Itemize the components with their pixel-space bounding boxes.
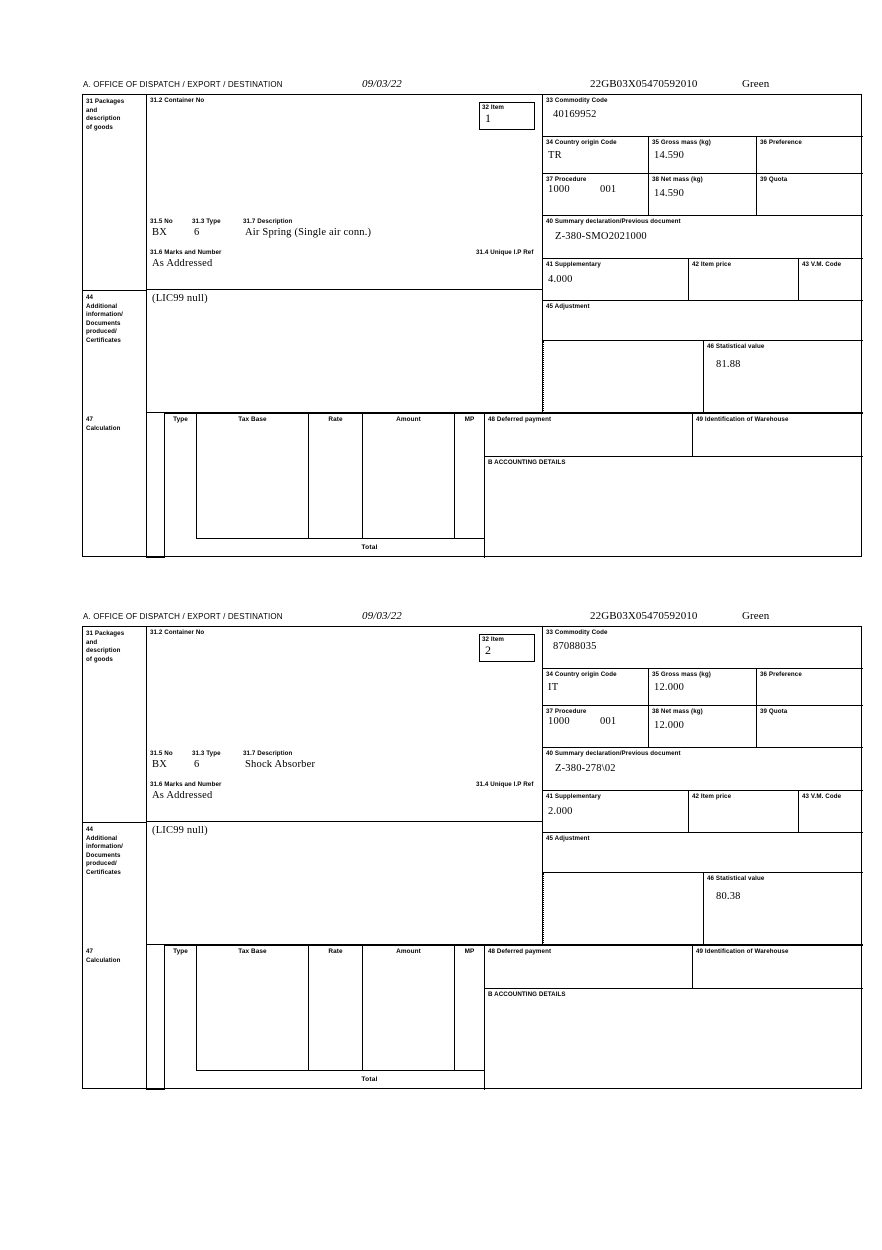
box-38-label-2: 38 Net mass (kg) [652, 708, 703, 715]
box-43-vm-code-cell-2 [799, 791, 863, 833]
box-48-deferred-payment-cell [485, 413, 693, 457]
box-31-5-label-2: 31.5 No [150, 750, 173, 757]
box-40-previous-document-cell-2 [543, 748, 863, 791]
box-35-label-2: 35 Gross mass (kg) [652, 671, 711, 678]
calc-header-rate-label: Rate [328, 416, 343, 423]
box-39-label: 39 Quota [760, 176, 788, 183]
packages-type-value-2: 6 [194, 759, 200, 770]
box-31-3-label: 31.3 Type [192, 218, 221, 225]
box-38-net-mass-cell-2 [649, 706, 757, 748]
calc-left-gutter-2 [147, 945, 165, 1090]
calc-header-amount-2 [363, 945, 455, 961]
box-35-gross-mass-cell [649, 137, 757, 174]
supplementary-value: 4.000 [548, 274, 573, 286]
calc-body-type-2 [165, 961, 197, 1071]
calc-header-rate-2 [309, 945, 363, 961]
calc-total-label: Total [361, 544, 378, 551]
calc-header-type-label-2: Type [173, 948, 188, 955]
calc-header-mp-label: MP [464, 416, 475, 423]
box-34-country-origin-cell-2 [543, 669, 649, 706]
calc-body-mp [455, 429, 485, 539]
box-37-label-2: 37 Procedure [546, 708, 587, 715]
box-41-label: 41 Supplementary [546, 261, 601, 268]
box-31-label-cell-2 [83, 627, 147, 822]
calc-total-row-2 [165, 1071, 485, 1090]
calc-body-tax-base-2 [197, 961, 309, 1071]
sheet-header-2 [82, 610, 862, 626]
declaration-grid-2 [82, 626, 862, 1089]
packages-no-value: BX [152, 227, 167, 238]
lane-status-2: Green [742, 610, 770, 622]
box-31-label-cell [83, 95, 147, 290]
packages-description-value: Air Spring (Single air conn.) [245, 227, 372, 238]
declaration-sheet-1 [82, 78, 862, 557]
declaration-grid [82, 94, 862, 557]
quota-value-2 [757, 716, 863, 720]
statistical-value-value: 81.88 [716, 359, 741, 371]
item-price-value [689, 269, 798, 274]
item-number-value: 1 [485, 111, 491, 126]
additional-information-value-2: (LIC99 null) [152, 825, 208, 836]
box-36-label: 36 Preference [760, 139, 802, 146]
box-37-label: 37 Procedure [546, 176, 587, 183]
box-43-label: 43 V.M. Code [802, 261, 842, 268]
supplementary-value-2: 2.000 [548, 806, 573, 818]
box-35-label: 35 Gross mass (kg) [652, 139, 711, 146]
box-42-item-price-cell [689, 259, 799, 301]
box-49-warehouse-cell-2 [693, 945, 863, 989]
country-origin-value-2: IT [548, 682, 559, 694]
box-b-accounting-details-cell [485, 457, 863, 558]
box-31-5-label: 31.5 No [150, 218, 173, 225]
box-31-4-label-2: 31.4 Unique I.P Ref [476, 781, 534, 788]
box-39-label-2: 39 Quota [760, 708, 788, 715]
box-49-warehouse-cell [693, 413, 863, 457]
calc-body-type [165, 429, 197, 539]
packages-type-value: 6 [194, 227, 200, 238]
calc-header-type-2 [165, 945, 197, 961]
calc-body-rate [309, 429, 363, 539]
country-origin-value: TR [548, 150, 562, 162]
box-41-supplementary-cell [543, 259, 689, 301]
packages-no-value-2: BX [152, 759, 167, 770]
additional-information-value: (LIC99 null) [152, 293, 208, 304]
box-b-label: B ACCOUNTING DETAILS [488, 459, 566, 466]
calc-header-mp [455, 413, 485, 429]
box-44-content-cell-2 [147, 822, 543, 945]
adjustment-value [543, 311, 863, 315]
packages-description-value-2: Shock Absorber [245, 759, 316, 770]
box-31-3-label-2: 31.3 Type [192, 750, 221, 757]
calc-body-rate-2 [309, 961, 363, 1071]
box-45-adjustment-cell-2 [543, 833, 863, 873]
declaration-date-2: 09/03/22 [362, 610, 402, 622]
box-46-label: 46 Statistical value [707, 343, 765, 350]
box-b-accounting-details-cell-2 [485, 989, 863, 1090]
box-43-label-2: 43 V.M. Code [802, 793, 842, 800]
calc-body-amount-2 [363, 961, 455, 1071]
office-of-dispatch-label-2: A. OFFICE OF DISPATCH / EXPORT / DESTINATION [83, 612, 283, 621]
box-44-content-cell [147, 290, 543, 413]
calc-header-tax-base-2 [197, 945, 309, 961]
preference-value-2 [757, 679, 863, 682]
box-33-commodity-cell-2 [543, 627, 863, 669]
box-32-label-2: 32 Item [482, 636, 505, 643]
marks-and-number-value: As Addressed [152, 258, 213, 269]
previous-document-value: Z-380-SMO2021000 [555, 231, 647, 243]
box-46-label-2: 46 Statistical value [707, 875, 765, 882]
previous-document-value-2: Z-380-278\02 [555, 763, 616, 775]
box-31-2-label-2: 31.2 Container No [150, 629, 205, 636]
office-of-dispatch-label: A. OFFICE OF DISPATCH / EXPORT / DESTINATION [83, 80, 283, 89]
box-31-6-label: 31.6 Marks and Number [150, 249, 222, 256]
procedure-additional-value: 001 [600, 184, 617, 196]
calc-header-type [165, 413, 197, 429]
movement-reference-number-2: 22GB03X05470592010 [590, 610, 698, 622]
box-33-label-2: 33 Commodity Code [546, 629, 608, 636]
box-32-item-cell [479, 102, 535, 130]
commodity-code-value-2: 87088035 [553, 641, 597, 653]
box-40-label-2: 40 Summary declaration/Previous document [546, 750, 681, 757]
box-31-7-label: 31.7 Description [243, 218, 293, 225]
calc-header-tax-base-label-2: Tax Base [238, 948, 267, 955]
box-42-item-price-cell-2 [689, 791, 799, 833]
box-46-left-blank [543, 341, 703, 413]
calc-left-gutter [147, 413, 165, 558]
box-47-label-cell-2 [83, 945, 147, 1090]
box-39-quota-cell-2 [757, 706, 863, 748]
box-47-label: 47 Calculation [86, 416, 121, 432]
quota-value [757, 184, 863, 188]
box-36-preference-cell-2 [757, 669, 863, 706]
box-45-label: 45 Adjustment [546, 303, 590, 310]
box-46-left-blank-2 [543, 873, 703, 945]
box-45-adjustment-cell [543, 301, 863, 341]
box-49-label: 49 Identification of Warehouse [696, 416, 789, 423]
box-33-label: 33 Commodity Code [546, 97, 608, 104]
preference-value [757, 147, 863, 150]
statistical-value-value-2: 80.38 [716, 891, 741, 903]
box-44-label-cell [83, 290, 147, 413]
procedure-code-value-2: 1000 [548, 716, 570, 728]
box-49-label-2: 49 Identification of Warehouse [696, 948, 789, 955]
box-45-label-2: 45 Adjustment [546, 835, 590, 842]
box-48-label: 48 Deferred payment [488, 416, 552, 423]
box-34-country-origin-cell [543, 137, 649, 174]
vm-code-value [799, 269, 863, 274]
item-price-value-2 [689, 801, 798, 806]
box-44-label: 44 Additional information/ Documents produced/ Certificates [86, 294, 123, 344]
net-mass-value: 14.590 [654, 188, 685, 200]
adjustment-value-2 [543, 843, 863, 847]
marks-and-number-value-2: As Addressed [152, 790, 213, 801]
box-48-label-2: 48 Deferred payment [488, 948, 552, 955]
sheet-header [82, 78, 862, 94]
calc-header-rate [309, 413, 363, 429]
box-35-gross-mass-cell-2 [649, 669, 757, 706]
box-31-label: 31 Packages and description of goods [86, 98, 125, 131]
box-46-statistical-value-cell [703, 341, 863, 413]
box-42-label-2: 42 Item price [692, 793, 732, 800]
calc-header-mp-label-2: MP [464, 948, 475, 955]
commodity-code-value: 40169952 [553, 109, 597, 121]
box-31-label-2: 31 Packages and description of goods [86, 630, 125, 663]
box-44-label-2: 44 Additional information/ Documents produced/ Certificates [86, 826, 123, 876]
net-mass-value-2: 12.000 [654, 720, 685, 732]
box-b-label-2: B ACCOUNTING DETAILS [488, 991, 566, 998]
box-41-label-2: 41 Supplementary [546, 793, 601, 800]
box-36-preference-cell [757, 137, 863, 174]
box-44-label-cell-2 [83, 822, 147, 945]
calc-body-tax-base [197, 429, 309, 539]
box-36-label-2: 36 Preference [760, 671, 802, 678]
box-38-net-mass-cell [649, 174, 757, 216]
box-31-6-label-2: 31.6 Marks and Number [150, 781, 222, 788]
declaration-date: 09/03/22 [362, 78, 402, 90]
calc-total-row [165, 539, 485, 558]
box-34-label-2: 34 Country origin Code [546, 671, 617, 678]
box-40-previous-document-cell [543, 216, 863, 259]
item-number-value-2: 2 [485, 643, 491, 658]
box-34-label: 34 Country origin Code [546, 139, 617, 146]
box-38-label: 38 Net mass (kg) [652, 176, 703, 183]
calc-body-amount [363, 429, 455, 539]
calc-header-amount-label: Amount [396, 416, 421, 423]
procedure-additional-value-2: 001 [600, 716, 617, 728]
box-33-commodity-cell [543, 95, 863, 137]
calc-header-amount-label-2: Amount [396, 948, 421, 955]
calc-header-mp-2 [455, 945, 485, 961]
box-32-item-cell-2 [479, 634, 535, 662]
gross-mass-value: 14.590 [654, 150, 685, 162]
procedure-code-value: 1000 [548, 184, 570, 196]
box-31-4-label: 31.4 Unique I.P Ref [476, 249, 534, 256]
calc-header-tax-base [197, 413, 309, 429]
box-48-deferred-payment-cell-2 [485, 945, 693, 989]
box-43-vm-code-cell [799, 259, 863, 301]
calc-header-type-label: Type [173, 416, 188, 423]
box-40-label: 40 Summary declaration/Previous document [546, 218, 681, 225]
calc-header-amount [363, 413, 455, 429]
box-47-label-cell [83, 413, 147, 558]
box-32-label: 32 Item [482, 104, 505, 111]
lane-status: Green [742, 78, 770, 90]
declaration-sheet-2 [82, 610, 862, 1089]
box-31-7-label-2: 31.7 Description [243, 750, 293, 757]
box-47-label-2: 47 Calculation [86, 948, 121, 964]
vm-code-value-2 [799, 801, 863, 806]
box-39-quota-cell [757, 174, 863, 216]
gross-mass-value-2: 12.000 [654, 682, 685, 694]
box-37-procedure-cell-2 [543, 706, 649, 748]
calc-total-label-2: Total [361, 1076, 378, 1083]
box-37-procedure-cell [543, 174, 649, 216]
calc-header-rate-label-2: Rate [328, 948, 343, 955]
box-42-label: 42 Item price [692, 261, 732, 268]
box-31-2-label: 31.2 Container No [150, 97, 205, 104]
calc-header-tax-base-label: Tax Base [238, 416, 267, 423]
movement-reference-number: 22GB03X05470592010 [590, 78, 698, 90]
box-41-supplementary-cell-2 [543, 791, 689, 833]
calc-body-mp-2 [455, 961, 485, 1071]
box-46-statistical-value-cell-2 [703, 873, 863, 945]
